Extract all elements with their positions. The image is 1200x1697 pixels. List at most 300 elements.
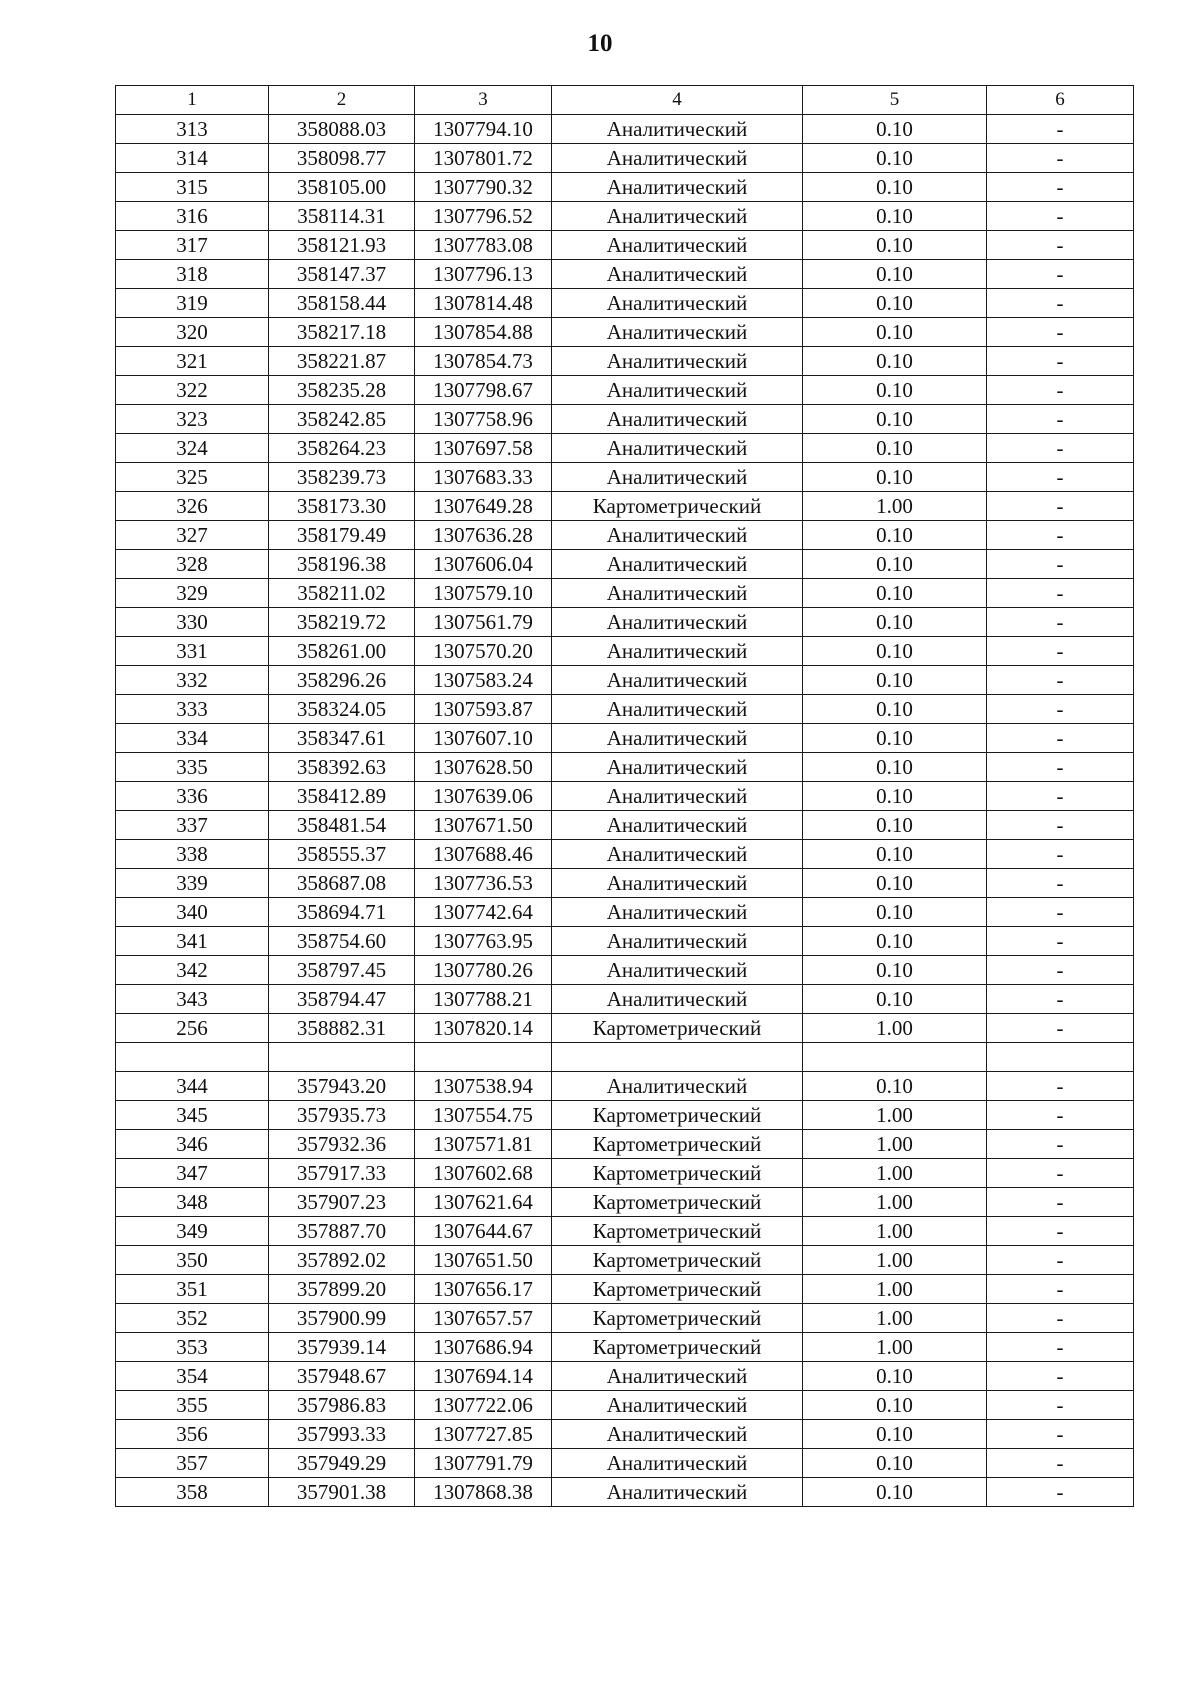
description-cell: -: [987, 521, 1134, 550]
x-coordinate-cell: 358105.00: [269, 173, 415, 202]
point-number-cell: 340: [116, 898, 269, 927]
column-header-3: 3: [415, 86, 552, 115]
table-row: [116, 898, 1134, 927]
accuracy-cell: 0.10: [803, 289, 987, 318]
point-number-cell: 326: [116, 492, 269, 521]
x-coordinate-cell: 357932.36: [269, 1130, 415, 1159]
y-coordinate-cell: 1307868.38: [415, 1478, 552, 1507]
table-row: [116, 289, 1134, 318]
x-coordinate-cell: 358158.44: [269, 289, 415, 318]
description-cell: -: [987, 782, 1134, 811]
method-cell: Картометрический: [552, 1188, 803, 1217]
x-coordinate-cell: 358196.38: [269, 550, 415, 579]
method-cell: Аналитический: [552, 579, 803, 608]
method-cell: Аналитический: [552, 927, 803, 956]
x-coordinate-cell: 358264.23: [269, 434, 415, 463]
accuracy-cell: 0.10: [803, 202, 987, 231]
method-cell: Аналитический: [552, 782, 803, 811]
method-cell: Картометрический: [552, 1130, 803, 1159]
y-coordinate-cell: 1307571.81: [415, 1130, 552, 1159]
y-coordinate-cell: 1307688.46: [415, 840, 552, 869]
accuracy-cell: 1.00: [803, 492, 987, 521]
method-cell: Аналитический: [552, 376, 803, 405]
point-number-cell: 323: [116, 405, 269, 434]
method-cell: Аналитический: [552, 173, 803, 202]
description-cell: -: [987, 1217, 1134, 1246]
description-cell: -: [987, 202, 1134, 231]
method-cell: Картометрический: [552, 1246, 803, 1275]
y-coordinate-cell: 1307657.57: [415, 1304, 552, 1333]
table-row: [116, 1420, 1134, 1449]
point-number-cell: 347: [116, 1159, 269, 1188]
y-coordinate-cell: 1307554.75: [415, 1101, 552, 1130]
y-coordinate-cell: 1307602.68: [415, 1159, 552, 1188]
description-cell: -: [987, 637, 1134, 666]
y-coordinate-cell: 1307593.87: [415, 695, 552, 724]
method-cell: Картометрический: [552, 1275, 803, 1304]
description-cell: -: [987, 1188, 1134, 1217]
y-coordinate-cell: 1307656.17: [415, 1275, 552, 1304]
description-cell: -: [987, 898, 1134, 927]
table-row: [116, 1362, 1134, 1391]
table-row: [116, 811, 1134, 840]
point-number-cell: 329: [116, 579, 269, 608]
x-coordinate-cell: 357943.20: [269, 1072, 415, 1101]
y-coordinate-cell: 1307644.67: [415, 1217, 552, 1246]
description-cell: -: [987, 985, 1134, 1014]
x-coordinate-cell: 358797.45: [269, 956, 415, 985]
point-number-cell: 342: [116, 956, 269, 985]
table-row: [116, 927, 1134, 956]
page-number: 10: [587, 30, 613, 57]
point-number-cell: 327: [116, 521, 269, 550]
point-number-cell: 353: [116, 1333, 269, 1362]
method-cell: Аналитический: [552, 463, 803, 492]
description-cell: -: [987, 347, 1134, 376]
method-cell: Аналитический: [552, 231, 803, 260]
table-row: [116, 318, 1134, 347]
accuracy-cell: 0.10: [803, 1391, 987, 1420]
x-coordinate-cell: 358481.54: [269, 811, 415, 840]
point-number-cell: 355: [116, 1391, 269, 1420]
table-body: [116, 115, 1134, 1507]
point-number-cell: 349: [116, 1217, 269, 1246]
description-cell: -: [987, 434, 1134, 463]
x-coordinate-cell: 357907.23: [269, 1188, 415, 1217]
x-coordinate-cell: 358324.05: [269, 695, 415, 724]
x-coordinate-cell: 358088.03: [269, 115, 415, 144]
description-cell: -: [987, 1101, 1134, 1130]
table-row: [116, 782, 1134, 811]
method-cell: Аналитический: [552, 550, 803, 579]
y-coordinate-cell: 1307671.50: [415, 811, 552, 840]
method-cell: Аналитический: [552, 1449, 803, 1478]
method-cell: Аналитический: [552, 115, 803, 144]
point-number-cell: 315: [116, 173, 269, 202]
table-row: [116, 695, 1134, 724]
x-coordinate-cell: 358694.71: [269, 898, 415, 927]
x-coordinate-cell: 358211.02: [269, 579, 415, 608]
y-coordinate-cell: 1307538.94: [415, 1072, 552, 1101]
description-cell: -: [987, 753, 1134, 782]
accuracy-cell: 1.00: [803, 1246, 987, 1275]
description-cell: -: [987, 1362, 1134, 1391]
column-header-6: 6: [987, 86, 1134, 115]
accuracy-cell: 0.10: [803, 434, 987, 463]
x-coordinate-cell: 358242.85: [269, 405, 415, 434]
accuracy-cell: 0.10: [803, 1449, 987, 1478]
table-row: [116, 1391, 1134, 1420]
y-coordinate-cell: 1307736.53: [415, 869, 552, 898]
method-cell: Аналитический: [552, 144, 803, 173]
method-cell: Картометрический: [552, 1333, 803, 1362]
point-number-cell: 352: [116, 1304, 269, 1333]
y-coordinate-cell: 1307651.50: [415, 1246, 552, 1275]
description-cell: -: [987, 1014, 1134, 1043]
description-cell: -: [987, 405, 1134, 434]
point-number-cell: 357: [116, 1449, 269, 1478]
table-row: [116, 231, 1134, 260]
description-cell: -: [987, 840, 1134, 869]
description-cell: -: [987, 376, 1134, 405]
x-coordinate-cell: 358235.28: [269, 376, 415, 405]
x-coordinate-cell: 357899.20: [269, 1275, 415, 1304]
x-coordinate-cell: 358179.49: [269, 521, 415, 550]
point-number-cell: 318: [116, 260, 269, 289]
accuracy-cell: 0.10: [803, 840, 987, 869]
accuracy-cell: 0.10: [803, 1420, 987, 1449]
point-number-cell: 330: [116, 608, 269, 637]
x-coordinate-cell: 358296.26: [269, 666, 415, 695]
table-row: [116, 347, 1134, 376]
accuracy-cell: 0.10: [803, 898, 987, 927]
x-coordinate-cell: [269, 1043, 415, 1072]
accuracy-cell: 0.10: [803, 753, 987, 782]
point-number-cell: 314: [116, 144, 269, 173]
accuracy-cell: 0.10: [803, 550, 987, 579]
table-row: [116, 1130, 1134, 1159]
method-cell: Аналитический: [552, 724, 803, 753]
x-coordinate-cell: 358114.31: [269, 202, 415, 231]
table-header-row: [116, 86, 1134, 115]
description-cell: -: [987, 1478, 1134, 1507]
x-coordinate-cell: 358217.18: [269, 318, 415, 347]
description-cell: -: [987, 1449, 1134, 1478]
y-coordinate-cell: 1307606.04: [415, 550, 552, 579]
method-cell: Аналитический: [552, 608, 803, 637]
table-row: [116, 637, 1134, 666]
accuracy-cell: 0.10: [803, 231, 987, 260]
y-coordinate-cell: 1307649.28: [415, 492, 552, 521]
table-row: [116, 115, 1134, 144]
accuracy-cell: 1.00: [803, 1304, 987, 1333]
y-coordinate-cell: 1307561.79: [415, 608, 552, 637]
x-coordinate-cell: 358239.73: [269, 463, 415, 492]
point-number-cell: 339: [116, 869, 269, 898]
description-cell: -: [987, 869, 1134, 898]
x-coordinate-cell: 358121.93: [269, 231, 415, 260]
method-cell: [552, 1043, 803, 1072]
table-row: [116, 492, 1134, 521]
table-row: [116, 985, 1134, 1014]
method-cell: Аналитический: [552, 521, 803, 550]
table-row: [116, 144, 1134, 173]
x-coordinate-cell: 358882.31: [269, 1014, 415, 1043]
description-cell: -: [987, 811, 1134, 840]
method-cell: Аналитический: [552, 1478, 803, 1507]
method-cell: Аналитический: [552, 289, 803, 318]
x-coordinate-cell: 357986.83: [269, 1391, 415, 1420]
method-cell: Аналитический: [552, 666, 803, 695]
table-row: [116, 869, 1134, 898]
point-number-cell: 320: [116, 318, 269, 347]
table-row: [116, 434, 1134, 463]
accuracy-cell: 1.00: [803, 1275, 987, 1304]
x-coordinate-cell: 358687.08: [269, 869, 415, 898]
table-row: [116, 724, 1134, 753]
point-number-cell: 335: [116, 753, 269, 782]
y-coordinate-cell: 1307583.24: [415, 666, 552, 695]
x-coordinate-cell: 358754.60: [269, 927, 415, 956]
description-cell: -: [987, 695, 1134, 724]
table-row: [116, 753, 1134, 782]
method-cell: Аналитический: [552, 753, 803, 782]
y-coordinate-cell: 1307854.88: [415, 318, 552, 347]
method-cell: Аналитический: [552, 695, 803, 724]
description-cell: -: [987, 260, 1134, 289]
x-coordinate-cell: 357948.67: [269, 1362, 415, 1391]
point-number-cell: 341: [116, 927, 269, 956]
description-cell: -: [987, 492, 1134, 521]
x-coordinate-cell: 358098.77: [269, 144, 415, 173]
accuracy-cell: 0.10: [803, 1478, 987, 1507]
table-row: [116, 260, 1134, 289]
accuracy-cell: 0.10: [803, 695, 987, 724]
description-cell: -: [987, 666, 1134, 695]
point-number-cell: 332: [116, 666, 269, 695]
x-coordinate-cell: 357917.33: [269, 1159, 415, 1188]
x-coordinate-cell: 357939.14: [269, 1333, 415, 1362]
y-coordinate-cell: 1307579.10: [415, 579, 552, 608]
table-row: [116, 579, 1134, 608]
point-number-cell: 354: [116, 1362, 269, 1391]
description-cell: -: [987, 144, 1134, 173]
column-header-4: 4: [552, 86, 803, 115]
point-number-cell: 336: [116, 782, 269, 811]
table-row: [116, 956, 1134, 985]
point-number-cell: 358: [116, 1478, 269, 1507]
point-number-cell: 333: [116, 695, 269, 724]
description-cell: -: [987, 1391, 1134, 1420]
accuracy-cell: 0.10: [803, 985, 987, 1014]
point-number-cell: 334: [116, 724, 269, 753]
accuracy-cell: 0.10: [803, 869, 987, 898]
accuracy-cell: 0.10: [803, 376, 987, 405]
accuracy-cell: 1.00: [803, 1130, 987, 1159]
x-coordinate-cell: 358147.37: [269, 260, 415, 289]
description-cell: -: [987, 463, 1134, 492]
y-coordinate-cell: 1307814.48: [415, 289, 552, 318]
y-coordinate-cell: 1307790.32: [415, 173, 552, 202]
table-row: [116, 1014, 1134, 1043]
method-cell: Аналитический: [552, 318, 803, 347]
accuracy-cell: 0.10: [803, 956, 987, 985]
accuracy-cell: 0.10: [803, 260, 987, 289]
y-coordinate-cell: 1307621.64: [415, 1188, 552, 1217]
y-coordinate-cell: 1307742.64: [415, 898, 552, 927]
accuracy-cell: 1.00: [803, 1217, 987, 1246]
table-row: [116, 1188, 1134, 1217]
y-coordinate-cell: 1307722.06: [415, 1391, 552, 1420]
y-coordinate-cell: 1307607.10: [415, 724, 552, 753]
y-coordinate-cell: 1307798.67: [415, 376, 552, 405]
method-cell: Аналитический: [552, 985, 803, 1014]
y-coordinate-cell: 1307791.79: [415, 1449, 552, 1478]
accuracy-cell: 1.00: [803, 1333, 987, 1362]
table-row: [116, 550, 1134, 579]
point-number-cell: 350: [116, 1246, 269, 1275]
table-row: [116, 1101, 1134, 1130]
x-coordinate-cell: 358221.87: [269, 347, 415, 376]
y-coordinate-cell: 1307780.26: [415, 956, 552, 985]
column-header-5: 5: [803, 86, 987, 115]
accuracy-cell: 0.10: [803, 115, 987, 144]
x-coordinate-cell: 358555.37: [269, 840, 415, 869]
y-coordinate-cell: 1307697.58: [415, 434, 552, 463]
description-cell: -: [987, 231, 1134, 260]
column-header-2: 2: [269, 86, 415, 115]
x-coordinate-cell: 358412.89: [269, 782, 415, 811]
accuracy-cell: 0.10: [803, 144, 987, 173]
table-row: [116, 840, 1134, 869]
point-number-cell: 338: [116, 840, 269, 869]
accuracy-cell: 0.10: [803, 318, 987, 347]
description-cell: -: [987, 115, 1134, 144]
method-cell: Аналитический: [552, 405, 803, 434]
x-coordinate-cell: 358219.72: [269, 608, 415, 637]
point-number-cell: 328: [116, 550, 269, 579]
method-cell: Аналитический: [552, 1362, 803, 1391]
description-cell: -: [987, 724, 1134, 753]
point-number-cell: 331: [116, 637, 269, 666]
x-coordinate-cell: 357887.70: [269, 1217, 415, 1246]
point-number-cell: 317: [116, 231, 269, 260]
method-cell: Аналитический: [552, 1072, 803, 1101]
method-cell: Аналитический: [552, 347, 803, 376]
x-coordinate-cell: 358173.30: [269, 492, 415, 521]
accuracy-cell: 0.10: [803, 1072, 987, 1101]
y-coordinate-cell: 1307636.28: [415, 521, 552, 550]
method-cell: Картометрический: [552, 1101, 803, 1130]
table-row: [116, 202, 1134, 231]
table-row: [116, 666, 1134, 695]
table-row: [116, 1159, 1134, 1188]
y-coordinate-cell: 1307788.21: [415, 985, 552, 1014]
accuracy-cell: 0.10: [803, 405, 987, 434]
accuracy-cell: 0.10: [803, 1362, 987, 1391]
table-row: [116, 1072, 1134, 1101]
method-cell: Аналитический: [552, 202, 803, 231]
accuracy-cell: 0.10: [803, 347, 987, 376]
accuracy-cell: 1.00: [803, 1014, 987, 1043]
table-row: [116, 405, 1134, 434]
point-number-cell: 322: [116, 376, 269, 405]
y-coordinate-cell: 1307683.33: [415, 463, 552, 492]
description-cell: -: [987, 173, 1134, 202]
point-number-cell: 321: [116, 347, 269, 376]
description-cell: -: [987, 1304, 1134, 1333]
point-number-cell: 356: [116, 1420, 269, 1449]
point-number-cell: 316: [116, 202, 269, 231]
y-coordinate-cell: 1307794.10: [415, 115, 552, 144]
description-cell: -: [987, 1159, 1134, 1188]
description-cell: [987, 1043, 1134, 1072]
description-cell: -: [987, 289, 1134, 318]
accuracy-cell: 1.00: [803, 1101, 987, 1130]
accuracy-cell: 0.10: [803, 521, 987, 550]
y-coordinate-cell: 1307820.14: [415, 1014, 552, 1043]
point-number-cell: 313: [116, 115, 269, 144]
point-number-cell: 345: [116, 1101, 269, 1130]
x-coordinate-cell: 357935.73: [269, 1101, 415, 1130]
table-row: [116, 1275, 1134, 1304]
point-number-cell: 325: [116, 463, 269, 492]
y-coordinate-cell: 1307783.08: [415, 231, 552, 260]
x-coordinate-cell: 358261.00: [269, 637, 415, 666]
table-row: [116, 376, 1134, 405]
point-number-cell: 343: [116, 985, 269, 1014]
point-number-cell: 348: [116, 1188, 269, 1217]
accuracy-cell: 0.10: [803, 927, 987, 956]
y-coordinate-cell: 1307796.13: [415, 260, 552, 289]
method-cell: Аналитический: [552, 869, 803, 898]
table-row: [116, 1333, 1134, 1362]
method-cell: Аналитический: [552, 637, 803, 666]
description-cell: -: [987, 927, 1134, 956]
method-cell: Аналитический: [552, 1420, 803, 1449]
y-coordinate-cell: 1307727.85: [415, 1420, 552, 1449]
table-row: [116, 608, 1134, 637]
table-row: [116, 1449, 1134, 1478]
y-coordinate-cell: 1307758.96: [415, 405, 552, 434]
table-row: [116, 1304, 1134, 1333]
x-coordinate-cell: 358392.63: [269, 753, 415, 782]
accuracy-cell: 0.10: [803, 666, 987, 695]
table-row: [116, 1478, 1134, 1507]
description-cell: -: [987, 1333, 1134, 1362]
description-cell: -: [987, 608, 1134, 637]
accuracy-cell: 0.10: [803, 782, 987, 811]
description-cell: -: [987, 318, 1134, 347]
description-cell: -: [987, 579, 1134, 608]
description-cell: -: [987, 1275, 1134, 1304]
method-cell: Аналитический: [552, 434, 803, 463]
y-coordinate-cell: 1307801.72: [415, 144, 552, 173]
method-cell: Аналитический: [552, 956, 803, 985]
method-cell: Аналитический: [552, 840, 803, 869]
y-coordinate-cell: 1307796.52: [415, 202, 552, 231]
y-coordinate-cell: [415, 1043, 552, 1072]
table-row: [116, 173, 1134, 202]
x-coordinate-cell: 357949.29: [269, 1449, 415, 1478]
y-coordinate-cell: 1307694.14: [415, 1362, 552, 1391]
coordinates-table: [115, 85, 1134, 1507]
table-row: [116, 1217, 1134, 1246]
point-number-cell: 351: [116, 1275, 269, 1304]
point-number-cell: 344: [116, 1072, 269, 1101]
method-cell: Картометрический: [552, 1014, 803, 1043]
point-number-cell: 337: [116, 811, 269, 840]
